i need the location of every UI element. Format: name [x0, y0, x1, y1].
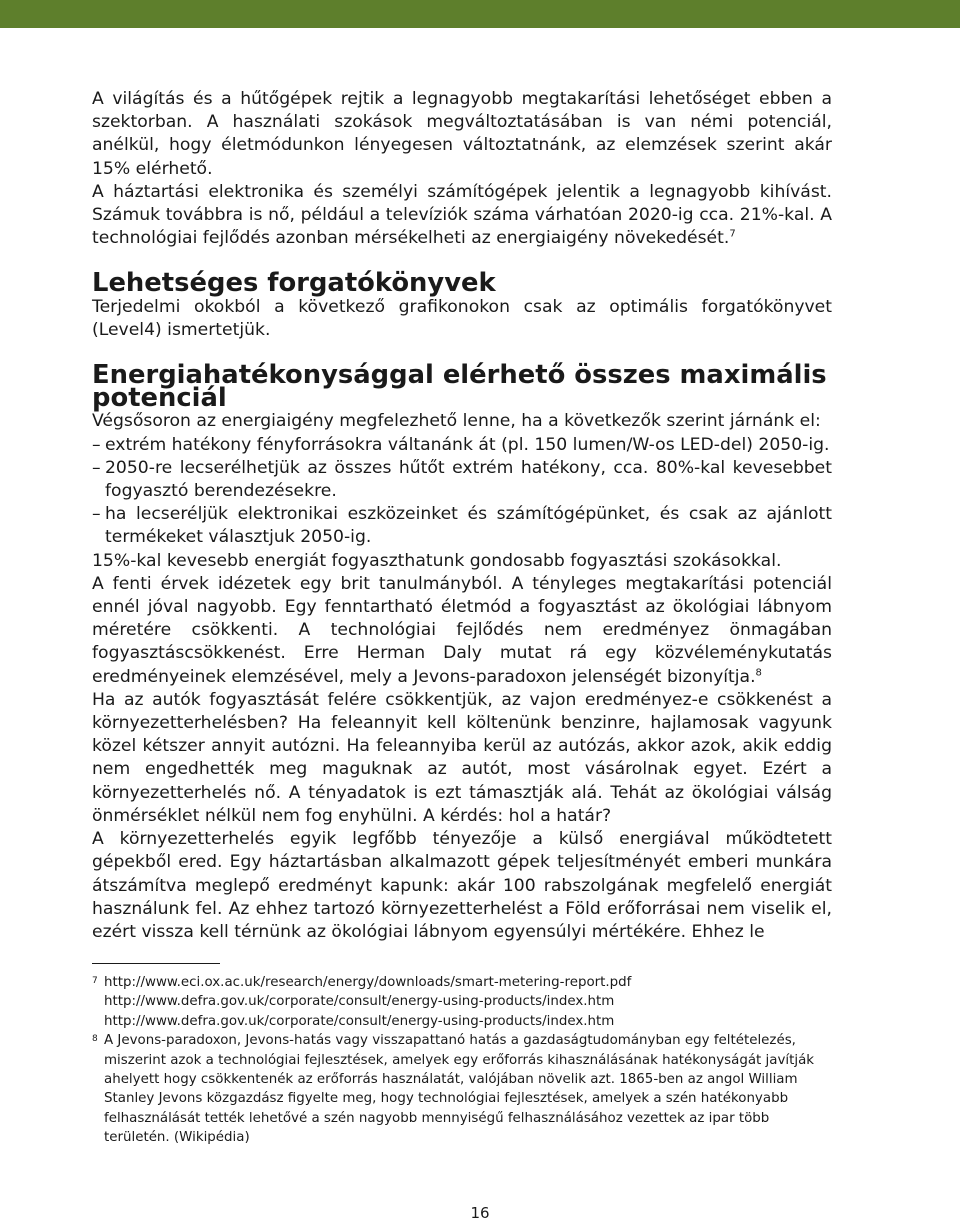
footnote-7 [92, 973, 832, 1031]
intro-paragraph-1: A világítás és a hűtőgépek rejtik a legnagyobb megtakarítási lehetőséget ebben a szektorban. A használati szokások megváltoztatásában is van némi potenciál, anélkül, hogy életmódunkon lényegesen változtatnánk, az elemzések szerint akár 15% elérhető. [92, 89, 832, 179]
header-color-band [0, 0, 960, 28]
main-text [92, 88, 832, 944]
bullet-item [92, 457, 832, 503]
section-heading-scenarios: Lehetséges forgatókönyvek [92, 268, 496, 299]
footnote-text: A Jevons-paradoxon, Jevons-hatás vagy visszapattanó hatás a gazdaságtudományban egy feltételezés, miszerint azok a technológiai fejlesztések, amelyek egy erőforrás kihasználásának hatékonyságát javítják ahelyett hogy csökkentenék az erőforrás használatát, valójában növelik azt. 1865-ben az angol William Stanley Jevons közgazdász figyelte meg, hogy technológiai fejlesztések, amelyek a szén hatékonyabb felhasználását tették lehetővé a szén nagyobb mennyiségű felhasználásához vezettek az ipar több területén. (Wikipédia) [104, 1033, 815, 1146]
paragraph-habits: 15%-kal kevesebb energiát fogyaszthatunk gondosabb fogyasztási szokásokkal. [92, 550, 782, 571]
paragraph-machines: A környezetterhelés egyik legfőbb tényezője a külső energiával működtetett gépekből ered. Egy háztartásban alkalmazott gépek teljesítményét emberi munkára átszámítva meglepő eredményt kapunk: akár 100 rabszolgának megfelelő energiát használunk fel. Az ehhez tartozó környezetterhelést a Föld erőforrásai nem viselik el, ezért vissza kell térnünk az ökológiai lábnyom egyensúlyi mértékére. Ehhez le [92, 829, 832, 942]
bullet-dash: – [92, 434, 101, 455]
section-heading-potential: Energiahatékonysággal elérhető összes maximális potenciál [92, 360, 827, 414]
bullet-text: 2050-re lecserélhetjük az összes hűtőt extrém hatékony, cca. 80%-kal kevesebbet fogyasztó berendezésekre. [105, 457, 832, 502]
bullet-text: ha lecseréljük elektronikai eszközeinket és számítógépünket, és csak az ajánlott termékeket választjuk 2050-ig. [105, 504, 832, 548]
footnote-ref-7: 7 [729, 228, 736, 240]
footnote-number: 7 [92, 976, 98, 986]
potential-lead: Végsősoron az energiaigény megfelezhető lenne, ha a következők szerint járnánk el: [92, 411, 821, 432]
footnote-link[interactable]: http://www.defra.gov.uk/corporate/consult/energy-using-products/index.htm [104, 994, 615, 1010]
page-number: 16 [470, 1204, 490, 1222]
paragraph-cars: Ha az autók fogyasztását felére csökkentjük, az vajon eredményez-e csökkenést a környezetterhelésben? Ha feleannyit kell költenünk benzinre, hajlamosak vagyunk közel kétszer annyit autózni. Ha feleannyiba kerül az autózás, akkor azok, akik eddig nem engedhették meg maguknak az autót, most vásárolnak egyet. Ezért a környezetterhelés nő. A tényadatok is ezt támasztják alá. Tehát az ökológiai válság önmérséklet nélkül nem fog enyhülni. A kérdés: hol a határ? [92, 689, 832, 826]
bullet-item [92, 503, 832, 549]
bullet-dash: – [92, 504, 101, 525]
bullet-item [92, 434, 832, 457]
footnotes [92, 973, 832, 1148]
footnote-text [104, 973, 832, 1031]
paragraph-jevons [92, 573, 832, 689]
paragraph-jevons-text: A fenti érvek idézetek egy brit tanulmányból. A tényleges megtakarítási potenciál ennél jóval nagyobb. Egy fenntartható életmód a fogyasztást az ökológiai lábnyom méretére csökkenti. A technológiai fejlődés nem eredményez önmagában fogyasztáscsökkenést. Erre Herman Daly mutat rá egy közvéleménykutatás eredményeinek elemzésével, mely a Jevons-paradoxon jelenségét bizonyítja. [92, 573, 832, 687]
footnote-number: 8 [92, 1034, 98, 1045]
footnote-link[interactable]: http://www.defra.gov.uk/corporate/consult/energy-using-products/index.htm [104, 1013, 615, 1029]
footnote-8 [92, 1031, 832, 1147]
bullet-text: extrém hatékony fényforrásokra váltanánk át (pl. 150 lumen/W-os LED-del) 2050-ig. [105, 434, 830, 455]
footnote-ref-8: 8 [755, 666, 762, 678]
scenarios-paragraph: Terjedelmi okokból a következő grafikonokon csak az optimális forgatókönyvet (Level4) ismertetjük. [92, 296, 832, 340]
intro-paragraph-2-text: A háztartási elektronika és személyi számítógépek jelentik a legnagyobb kihívást. Számuk továbbra is nő, például a televíziók száma várhatóan 2020-ig cca. 21%-kal. A technológiai fejlődés azonban mérsékelheti az energiaigény növekedését. [92, 181, 832, 249]
footnote-link[interactable]: http://www.eci.ox.ac.uk/research/energy/downloads/smart-metering-report.pdf [104, 975, 632, 990]
bullet-dash: – [92, 457, 101, 478]
intro-paragraph-2 [92, 181, 832, 251]
footnote-divider [92, 963, 220, 964]
